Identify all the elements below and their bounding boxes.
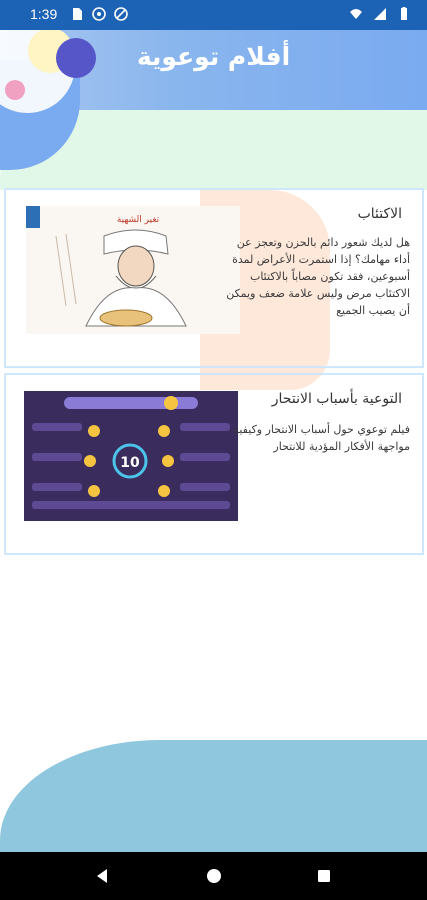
status-system-icons [349,7,411,21]
navigation-bar [0,852,427,900]
wifi-icon [349,7,363,21]
page-title: أفلام توعوية [136,42,291,71]
video-card-suicide-awareness[interactable] [4,373,424,555]
status-bar [0,0,427,30]
decor-circle-pink [5,80,25,100]
thumbnail-caption: تغير الشهية [116,215,160,225]
status-time: 1:39 [30,6,58,22]
home-icon[interactable] [206,868,222,884]
suicide-awareness-infographic [24,391,238,521]
card-title: التوعية بأسباب الانتحار [271,391,402,407]
battery-icon [397,7,411,21]
music-icon [92,7,106,21]
video-thumbnail-suicide-awareness[interactable] [24,391,238,521]
card-description: هل لديك شعور دائم بالحزن وتعجز عن أداء مهامك؟ إذا استمرت الأعراض لمدة أسبوعين، فقد تكون مصاباً بالاكتئاب الاكتئاب مرض وليس علامة ضعف ويمكن أن يصيب الجميع [226,236,410,317]
back-icon[interactable] [94,868,110,884]
status-notification-icons [70,7,128,21]
sim-card-icon [70,7,84,21]
signal-icon [373,7,387,21]
card-title: الاكتئاب [357,206,402,222]
infographic-number: 10 [120,455,140,471]
bottom-wave-decoration [0,740,427,852]
no-sync-icon [114,7,128,21]
channel-logo [26,206,40,228]
video-card-depression[interactable] [4,188,424,368]
depression-illustration [26,206,240,334]
card-description: فيلم توعوي حول أسباب الانتحار وكيفية مواجهة الأفكار المؤدية للانتحار [233,423,410,453]
recents-icon[interactable] [316,868,332,884]
video-thumbnail-depression[interactable] [26,206,240,334]
